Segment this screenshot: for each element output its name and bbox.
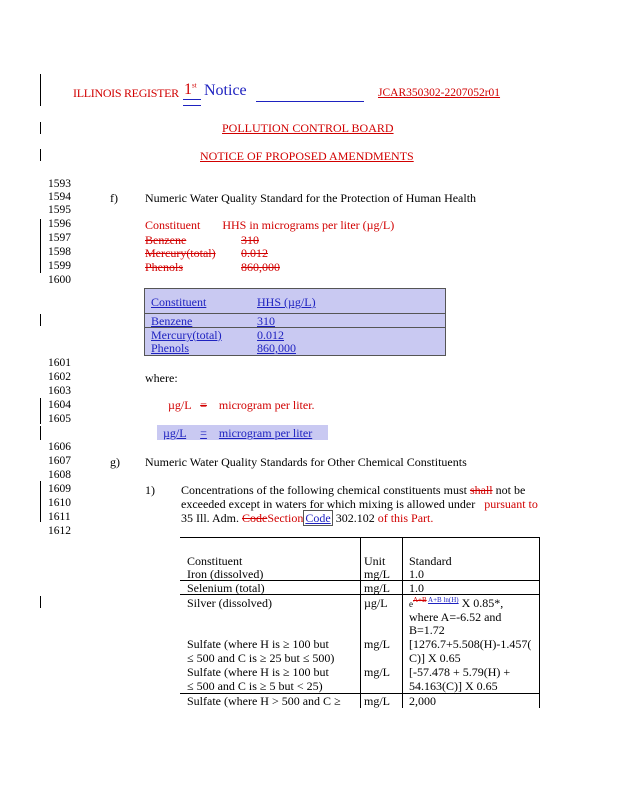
change-bar	[40, 74, 41, 106]
line-number: 1596	[48, 218, 71, 230]
hhs-row-value: 0.012	[257, 328, 284, 342]
hhs-header-value: HHS (µg/L)	[257, 295, 316, 309]
exp-inserted: A+B ln(H)	[428, 596, 459, 604]
hhs-row-name: Benzene	[151, 314, 193, 328]
chem-row-name: Selenium (total)	[187, 581, 265, 595]
chem-row-standard: B=1.72	[409, 623, 445, 637]
chem-row-standard: 1.0	[409, 567, 424, 581]
old-header-constituent: Constituent	[145, 218, 201, 232]
exp-deleted: A+B	[413, 596, 427, 604]
line-number: 1609	[48, 483, 71, 495]
line-number: 1610	[48, 497, 71, 509]
para-text: 35 Ill. Adm.	[181, 511, 240, 525]
line-number: 1611	[48, 511, 71, 523]
change-bar	[40, 149, 41, 161]
notice-header: Notice	[204, 82, 247, 99]
hhs-table	[144, 288, 446, 356]
change-bar	[40, 314, 41, 326]
line-number: 1593	[48, 178, 71, 190]
chem-row-name: Silver (dissolved)	[187, 596, 272, 610]
old-header-hhs: HHS in micrograms per liter (µg/L)	[222, 218, 395, 232]
line-number: 1602	[48, 371, 71, 383]
new-def-unit: µg/L	[163, 426, 187, 440]
line-number: 1606	[48, 441, 71, 453]
inserted-section: Section	[267, 511, 304, 525]
chem-header-unit: Unit	[364, 554, 386, 568]
change-bar	[40, 481, 41, 522]
chem-row-name: ≤ 500 and C is ≥ 25 but ≤ 500)	[187, 651, 335, 665]
chem-row-unit: mg/L	[364, 581, 390, 595]
chem-row-name: Iron (dissolved)	[187, 567, 264, 581]
change-bar	[40, 426, 41, 440]
chem-row-unit: mg/L	[364, 637, 390, 651]
header-rule	[256, 101, 364, 102]
line-number: 1597	[48, 232, 71, 244]
page-number	[184, 81, 197, 99]
old-definition	[168, 398, 315, 413]
change-bar	[40, 398, 41, 424]
exp-tail: X 0.85*,	[458, 596, 504, 610]
line-number: 1603	[48, 385, 71, 397]
paragraph-line-2	[181, 497, 538, 512]
section-f-label: f)	[110, 191, 118, 205]
chem-row-unit: mg/L	[364, 567, 390, 581]
para-text: Concentrations of the following chemical constituents must	[181, 483, 467, 497]
chem-row-unit: µg/L	[364, 596, 388, 610]
where-label: where:	[145, 371, 178, 385]
chem-row-unit: mg/L	[364, 665, 390, 679]
line-number: 1598	[48, 246, 71, 258]
para-text: not be	[492, 483, 526, 497]
old-row-name: Mercury(total)	[145, 246, 216, 260]
change-bar	[40, 596, 41, 608]
deleted-code: Code	[242, 511, 268, 525]
new-definition	[163, 426, 312, 441]
chem-col-divider	[360, 538, 361, 708]
old-def-text: microgram per liter.	[218, 398, 315, 412]
chem-row-standard: 54.163(C)] X 0.65	[409, 679, 498, 693]
chem-row-name: Sulfate (where H is ≥ 100 but	[187, 637, 329, 651]
new-def-text: microgram per liter	[218, 426, 313, 440]
chem-row-standard: 1.0	[409, 581, 424, 595]
section-f-title: Numeric Water Quality Standard for the Protection of Human Health	[145, 191, 477, 205]
chem-row-standard	[409, 596, 503, 611]
section-g-title: Numeric Water Quality Standards for Other Chemical Constituents	[145, 455, 467, 469]
chem-header-standard: Standard	[409, 554, 452, 568]
item-label: 1)	[145, 483, 155, 497]
old-row-name: Phenols	[145, 260, 184, 274]
line-number: 1604	[48, 399, 71, 411]
page-number-sup: st	[192, 81, 197, 90]
line-number: 1608	[48, 469, 71, 481]
line-number: 1607	[48, 455, 71, 467]
page-number-insert	[183, 99, 201, 106]
page-number-value: 1	[184, 81, 192, 98]
line-number: 1599	[48, 260, 71, 272]
notice-title: NOTICE OF PROPOSED AMENDMENTS	[200, 149, 414, 163]
section-g-label: g)	[110, 455, 120, 469]
chem-row-name: ≤ 500 and C is ≥ 5 but < 25)	[187, 679, 323, 693]
new-def-eq: =	[200, 426, 207, 440]
chem-row-standard: [-57.478 + 5.79(H) +	[409, 665, 511, 679]
chem-col-divider	[402, 538, 403, 708]
chem-row-name: Sulfate (where H > 500 and C ≥	[187, 694, 341, 708]
moved-code: Code	[305, 511, 331, 525]
hhs-row-name: Mercury(total)	[151, 328, 222, 342]
old-def-unit: µg/L	[168, 398, 192, 412]
change-bar	[40, 122, 41, 134]
para-text: exceeded except in waters for which mixing is allowed under	[181, 497, 476, 511]
old-table-header	[145, 218, 394, 233]
line-number: 1605	[48, 413, 71, 425]
chem-row-standard: C)] X 0.65	[409, 651, 461, 665]
jcar-code: JCAR350302-2207052r01	[378, 87, 501, 99]
old-row-value: 0.012	[241, 246, 268, 260]
line-number: 1600	[48, 274, 71, 286]
para-text: 302.102	[332, 511, 375, 525]
change-bar	[40, 219, 41, 273]
paragraph-line-3	[181, 511, 433, 526]
chem-row-name: Sulfate (where H is ≥ 100 but	[187, 665, 329, 679]
line-number: 1594	[48, 191, 71, 203]
old-row-value: 310	[241, 233, 259, 247]
line-number: 1595	[48, 204, 71, 216]
board-title: POLLUTION CONTROL BOARD	[222, 121, 394, 135]
hhs-row-value: 860,000	[257, 341, 296, 355]
line-number: 1601	[48, 357, 71, 369]
exp-base: e	[409, 599, 413, 609]
old-row-value: 860,000	[241, 260, 280, 274]
register-label: ILLINOIS REGISTER	[73, 86, 179, 100]
deleted-word-shall: shall	[469, 483, 493, 497]
chem-header-constituent: Constituent	[187, 554, 243, 568]
hhs-row-name: Phenols	[151, 341, 190, 355]
line-number: 1612	[48, 525, 71, 537]
chem-row-unit: mg/L	[364, 694, 390, 708]
chem-row-standard: where A=-6.52 and	[409, 610, 502, 624]
old-def-eq: =	[200, 398, 207, 412]
hhs-row-value: 310	[257, 314, 275, 328]
hhs-header-constituent: Constituent	[151, 295, 207, 309]
inserted-of-this-part: of this Part.	[374, 511, 434, 525]
chem-row-standard: 2,000	[409, 694, 436, 708]
old-row-name: Benzene	[145, 233, 187, 247]
paragraph-line-1	[181, 483, 525, 498]
chem-row-standard: [1276.7+5.508(H)-1.457(	[409, 637, 532, 651]
inserted-pursuant: pursuant to	[484, 497, 538, 511]
chem-table	[180, 537, 540, 708]
